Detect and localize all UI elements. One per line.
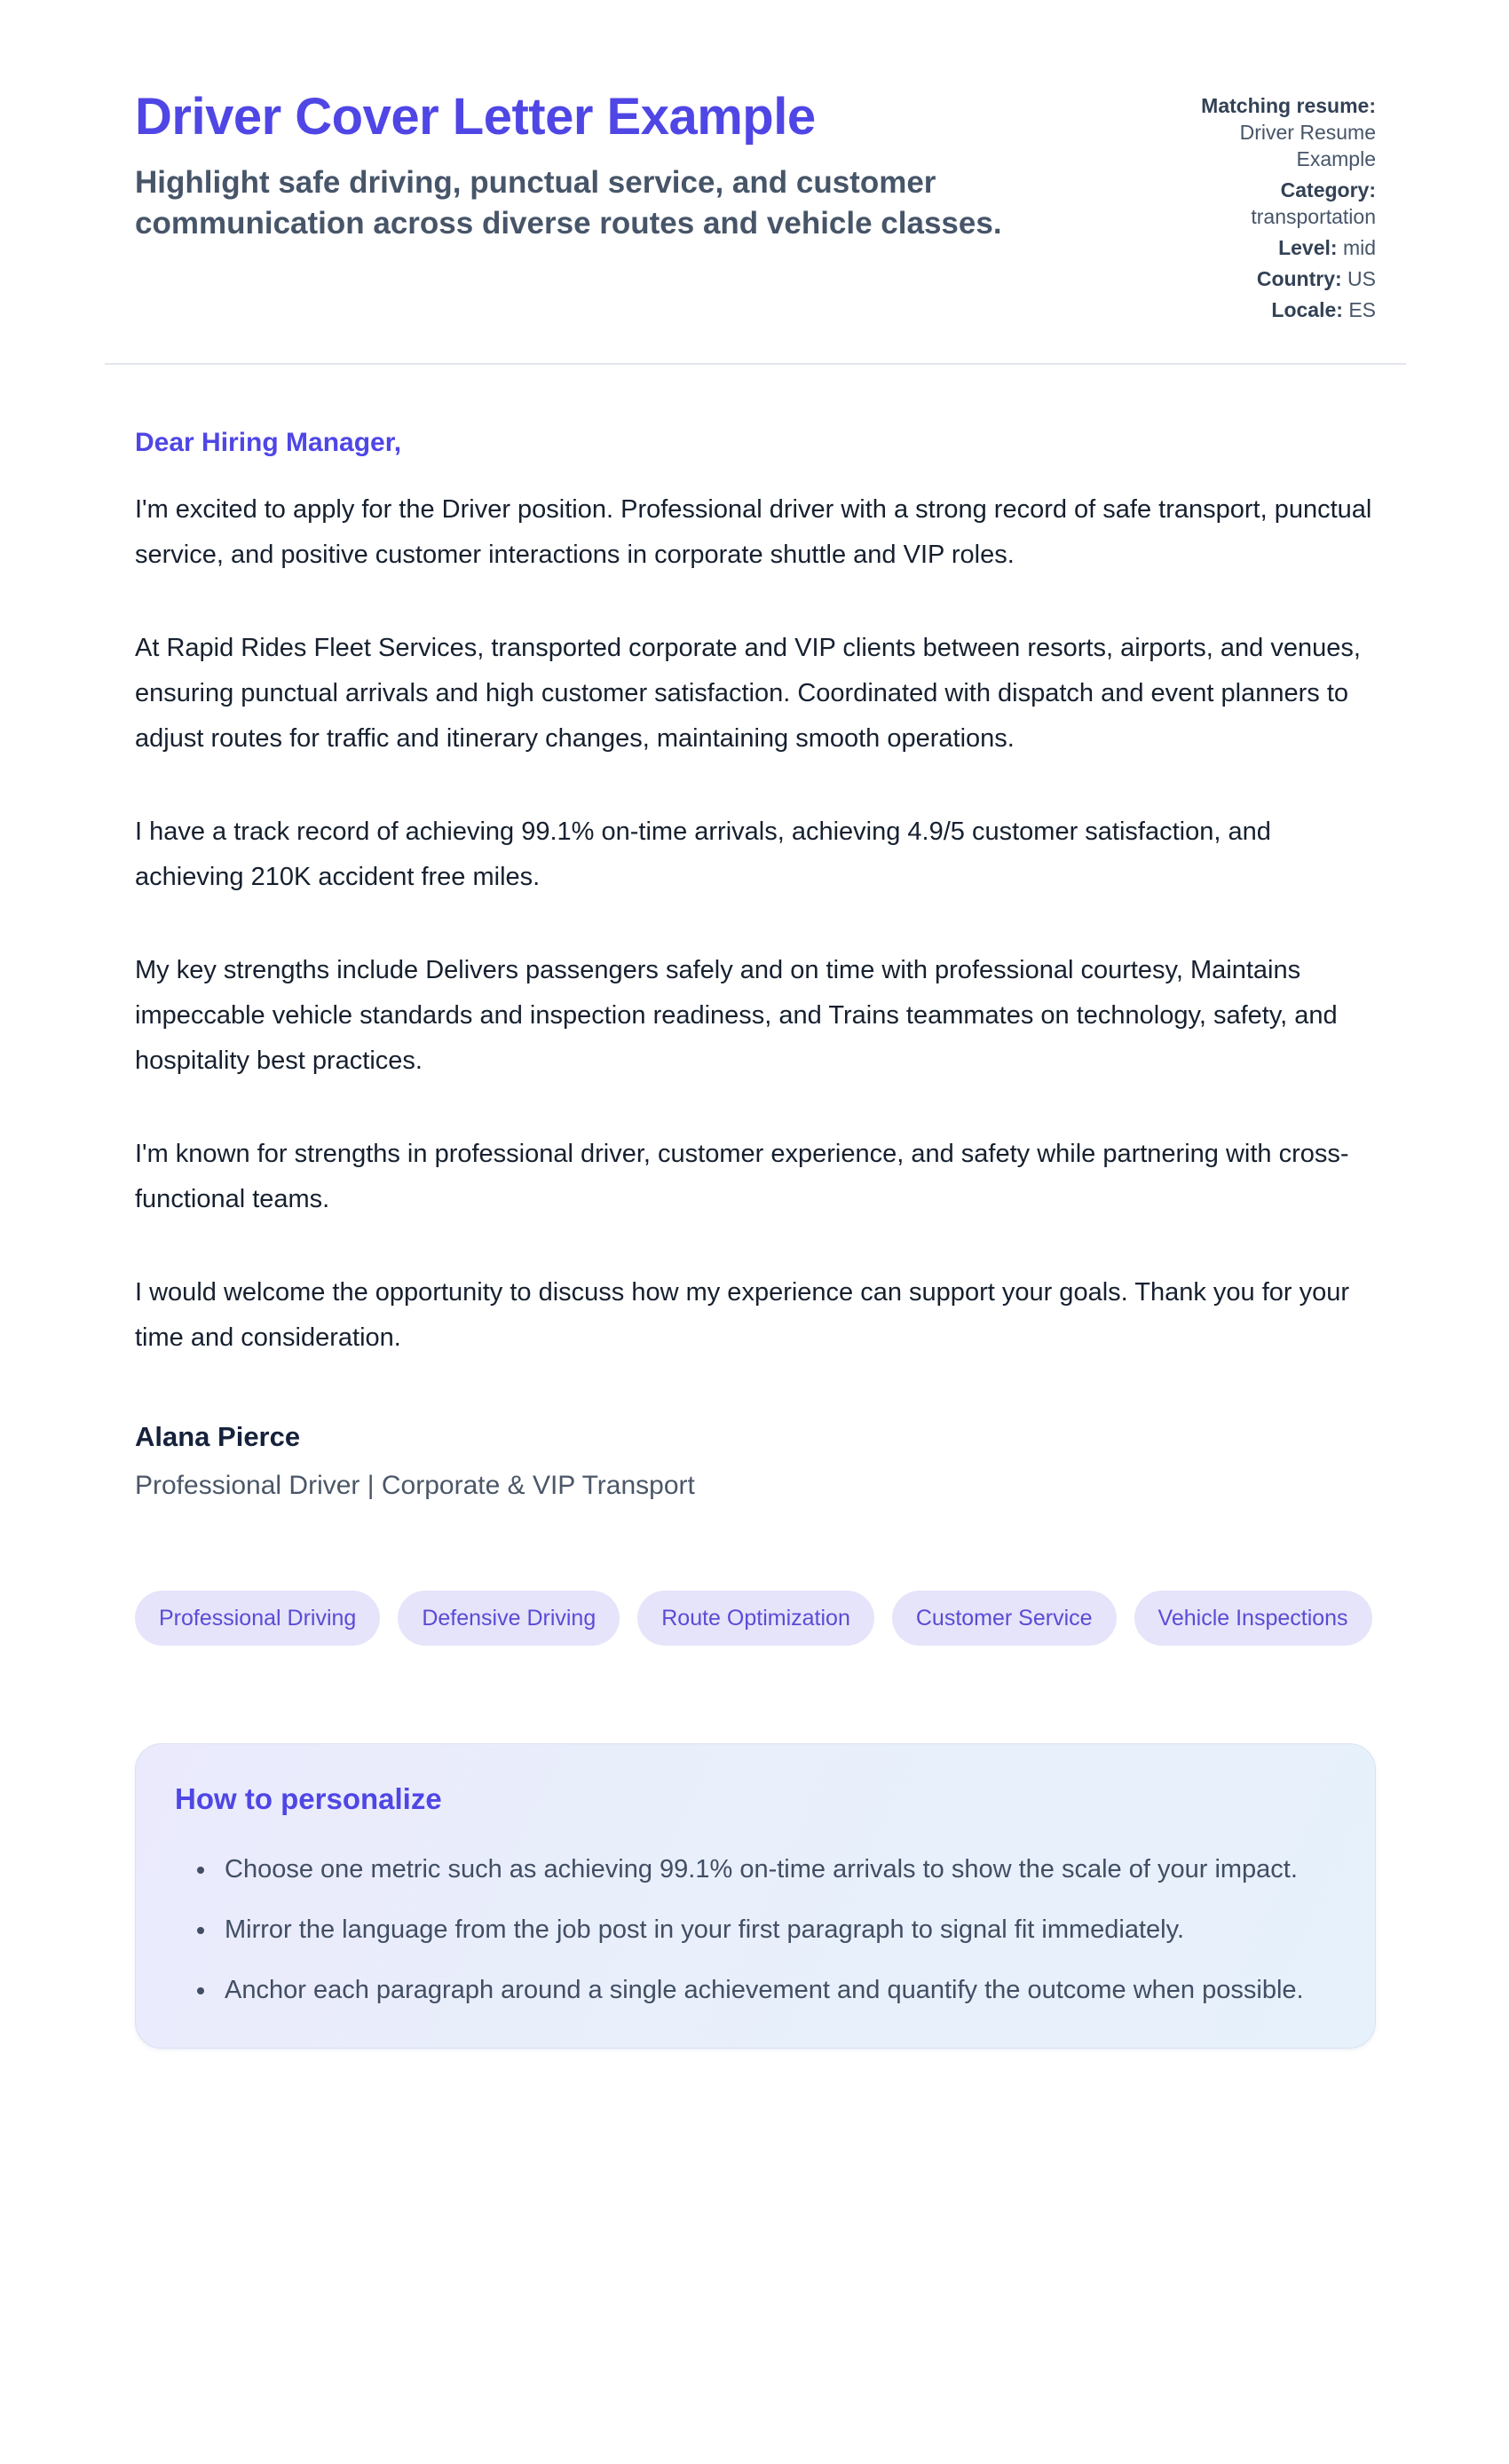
meta-matching-resume-value: Driver Resume Example: [1239, 121, 1376, 170]
letter-paragraph: I have a track record of achieving 99.1% on-time arrivals, achieving 4.9/5 customer satisfaction, and achieving 210K accident free miles.: [135, 817, 1271, 891]
skill-tag-vehicle-inspections: Vehicle Inspections: [1134, 1591, 1372, 1646]
page-title: Driver Cover Letter Example: [135, 88, 816, 146]
skill-tag-route-optimization: Route Optimization: [637, 1591, 874, 1646]
how-to-personalize-box: [135, 1743, 1376, 2049]
page-subtitle: Highlight safe driving, punctual service, and customer communication across diverse routes and vehicle classes.: [135, 164, 1002, 241]
meta-country: [1186, 265, 1376, 292]
resume-meta-panel: [1186, 89, 1376, 328]
meta-matching-resume-label: Matching resume:: [1201, 94, 1376, 117]
skill-tag-defensive-driving: Defensive Driving: [398, 1591, 620, 1646]
meta-category: [1186, 177, 1376, 230]
tip-item: • Choose one metric such as achieving 99.1% on-time arrivals to show the scale of your impact.: [217, 1847, 1325, 1891]
tip-item: • Mirror the language from the job post in your first paragraph to signal fit immediately.: [217, 1907, 1325, 1952]
meta-level-value: mid: [1342, 236, 1376, 259]
meta-category-label: Category:: [1280, 178, 1376, 201]
meta-locale: [1186, 296, 1376, 323]
page-header: [135, 89, 1376, 328]
letter-paragraph: I would welcome the opportunity to discuss how my experience can support your goals. Thank you for your time and consideration.: [135, 1278, 1350, 1352]
letter-paragraph: At Rapid Rides Fleet Services, transported corporate and VIP clients between resorts, airports, and venues, ensuring punctual arrivals and high customer satisfaction. Coordinated with dispatch and event planners to adjust routes for traffic and itinerary changes, maintaining smooth operations.: [135, 634, 1361, 753]
meta-level-label: Level:: [1278, 236, 1338, 259]
tip-box-title: How to personalize: [175, 1782, 442, 1815]
meta-locale-label: Locale:: [1271, 298, 1343, 321]
signature-role: Professional Driver | Corporate & VIP Transport: [135, 1471, 695, 1500]
header-titles: [135, 89, 1023, 244]
cover-letter-body: [135, 423, 1376, 1505]
header-divider: [105, 363, 1406, 365]
meta-country-value: US: [1347, 267, 1376, 290]
signature-block: [135, 1419, 1376, 1505]
meta-locale-value: ES: [1348, 298, 1376, 321]
meta-level: [1186, 234, 1376, 261]
meta-matching-resume: [1186, 92, 1376, 172]
letter-paragraph: My key strengths include Delivers passengers safely and on time with professional courtesy, Maintains impeccable vehicle standards and inspection readiness, and Trains teammates on technology, safety, and hospitality best practices.: [135, 956, 1338, 1075]
skill-tag-customer-service: Customer Service: [892, 1591, 1117, 1646]
tip-item: • Anchor each paragraph around a single achievement and quantify the outcome when possible.: [217, 1968, 1325, 2012]
meta-category-value: transportation: [1251, 205, 1376, 228]
meta-country-label: Country:: [1256, 267, 1342, 290]
letter-paragraph: I'm excited to apply for the Driver position. Professional driver with a strong record of safe transport, punctual service, and positive customer interactions in corporate shuttle and VIP roles.: [135, 495, 1372, 569]
letter-greeting: Dear Hiring Manager,: [135, 428, 402, 457]
tip-list: [175, 1847, 1325, 2012]
skill-tag-list: [135, 1591, 1376, 1646]
letter-paragraph: I'm known for strengths in professional driver, customer experience, and safety while partnering with cross-functional teams.: [135, 1140, 1349, 1213]
signature-name: Alana Pierce: [135, 1421, 301, 1452]
skill-tag-professional-driving: Professional Driving: [135, 1591, 380, 1646]
